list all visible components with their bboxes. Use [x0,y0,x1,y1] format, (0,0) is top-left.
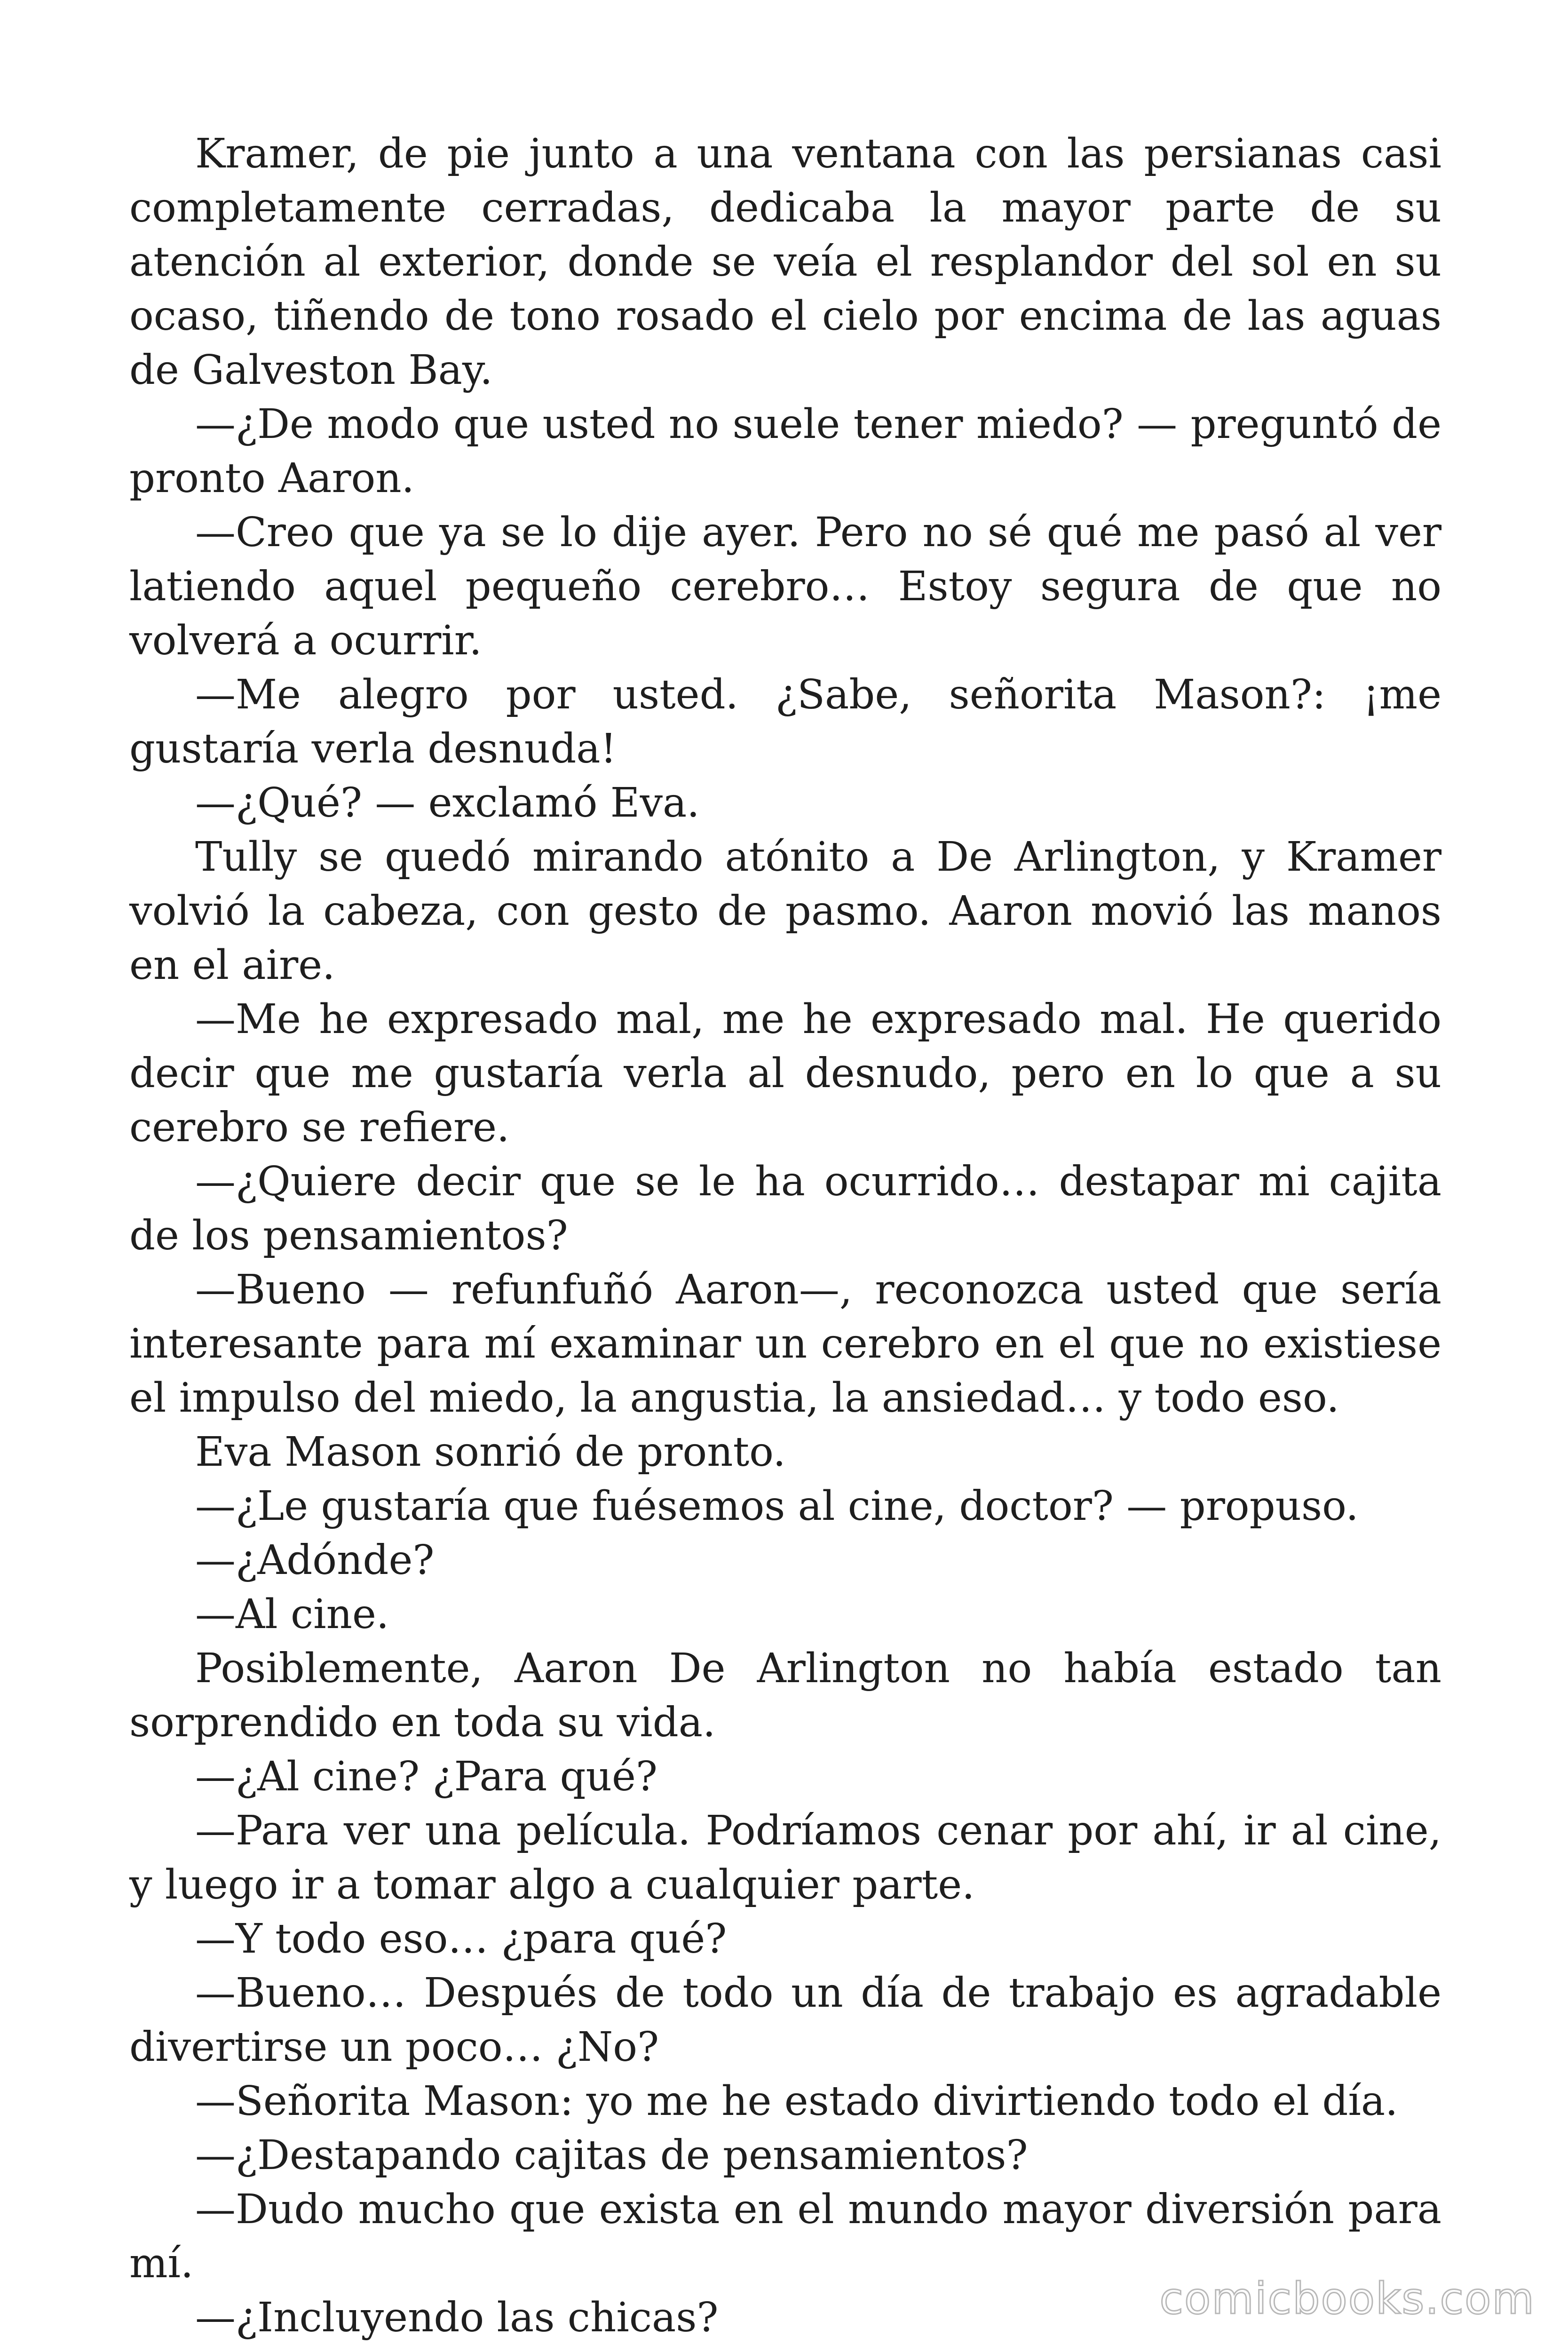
paragraph-20: —¿Destapando cajitas de pensamientos? [195,2132,1028,2179]
paragraph-17: —Y todo eso… ¿para qué? [195,1915,727,1963]
paragraph-9: —Bueno — refunfuñó Aaron—, reconozca usted que sería interesante para mí examinar un cerebro en el que no existiese el impulso del miedo, la angustia, la ansiedad… y todo eso. [129,1266,1441,1422]
paragraph-7: —Me he expresado mal, me he expresado mal. He querido decir que me gustaría verla al desnudo, pero en lo que a su cerebro se refiere. [129,996,1441,1151]
paragraph-13: —Al cine. [195,1591,389,1638]
page-text [129,127,1441,2345]
paragraph-11: —¿Le gustaría que fuésemos al cine, doctor? — propuso. [195,1483,1359,1530]
paragraph-12: —¿Adónde? [195,1537,435,1584]
paragraph-18: —Bueno… Después de todo un día de trabajo es agradable divertirse un poco… ¿No? [129,1970,1441,2071]
paragraph-2: —¿De modo que usted no suele tener miedo? — preguntó de pronto Aaron. [129,401,1441,502]
paragraph-21: —Dudo mucho que exista en el mundo mayor diversión para mí. [129,2186,1441,2287]
paragraph-3: —Creo que ya se lo dije ayer. Pero no sé qué me pasó al ver latiendo aquel pequeño cerebro… Estoy segura de que no volverá a ocurrir. [129,509,1441,664]
paragraph-14: Posiblemente, Aaron De Arlington no había estado tan sorprendido en toda su vida. [129,1645,1441,1746]
paragraph-8: —¿Quiere decir que se le ha ocurrido… destapar mi cajita de los pensamientos? [129,1158,1441,1259]
paragraph-15: —¿Al cine? ¿Para qué? [195,1753,657,1800]
paragraph-4: —Me alegro por usted. ¿Sabe, señorita Mason?: ¡me gustaría verla desnuda! [129,671,1441,772]
paragraph-16: —Para ver una película. Podríamos cenar por ahí, ir al cine, y luego ir a tomar algo a cualquier parte. [129,1807,1441,1908]
paragraph-10: Eva Mason sonrió de pronto. [195,1429,786,1476]
paragraph-19: —Señorita Mason: yo me he estado divirtiendo todo el día. [195,2078,1398,2125]
paragraph-6: Tully se quedó mirando atónito a De Arlington, y Kramer volvió la cabeza, con gesto de pasmo. Aaron movió las manos en el aire. [129,834,1441,989]
paragraph-5: —¿Qué? — exclamó Eva. [195,779,700,826]
watermark: comicbooks.com [1159,2273,1535,2324]
paragraph-22: —¿Incluyendo las chicas? [195,2294,719,2341]
paragraph-1: Kramer, de pie junto a una ventana con las persianas casi completamente cerradas, dedicaba la mayor parte de su atención al exterior, donde se veía el resplandor del sol en su ocaso, tiñendo de tono rosado el cielo por encima de las aguas de Galveston Bay. [129,130,1441,394]
